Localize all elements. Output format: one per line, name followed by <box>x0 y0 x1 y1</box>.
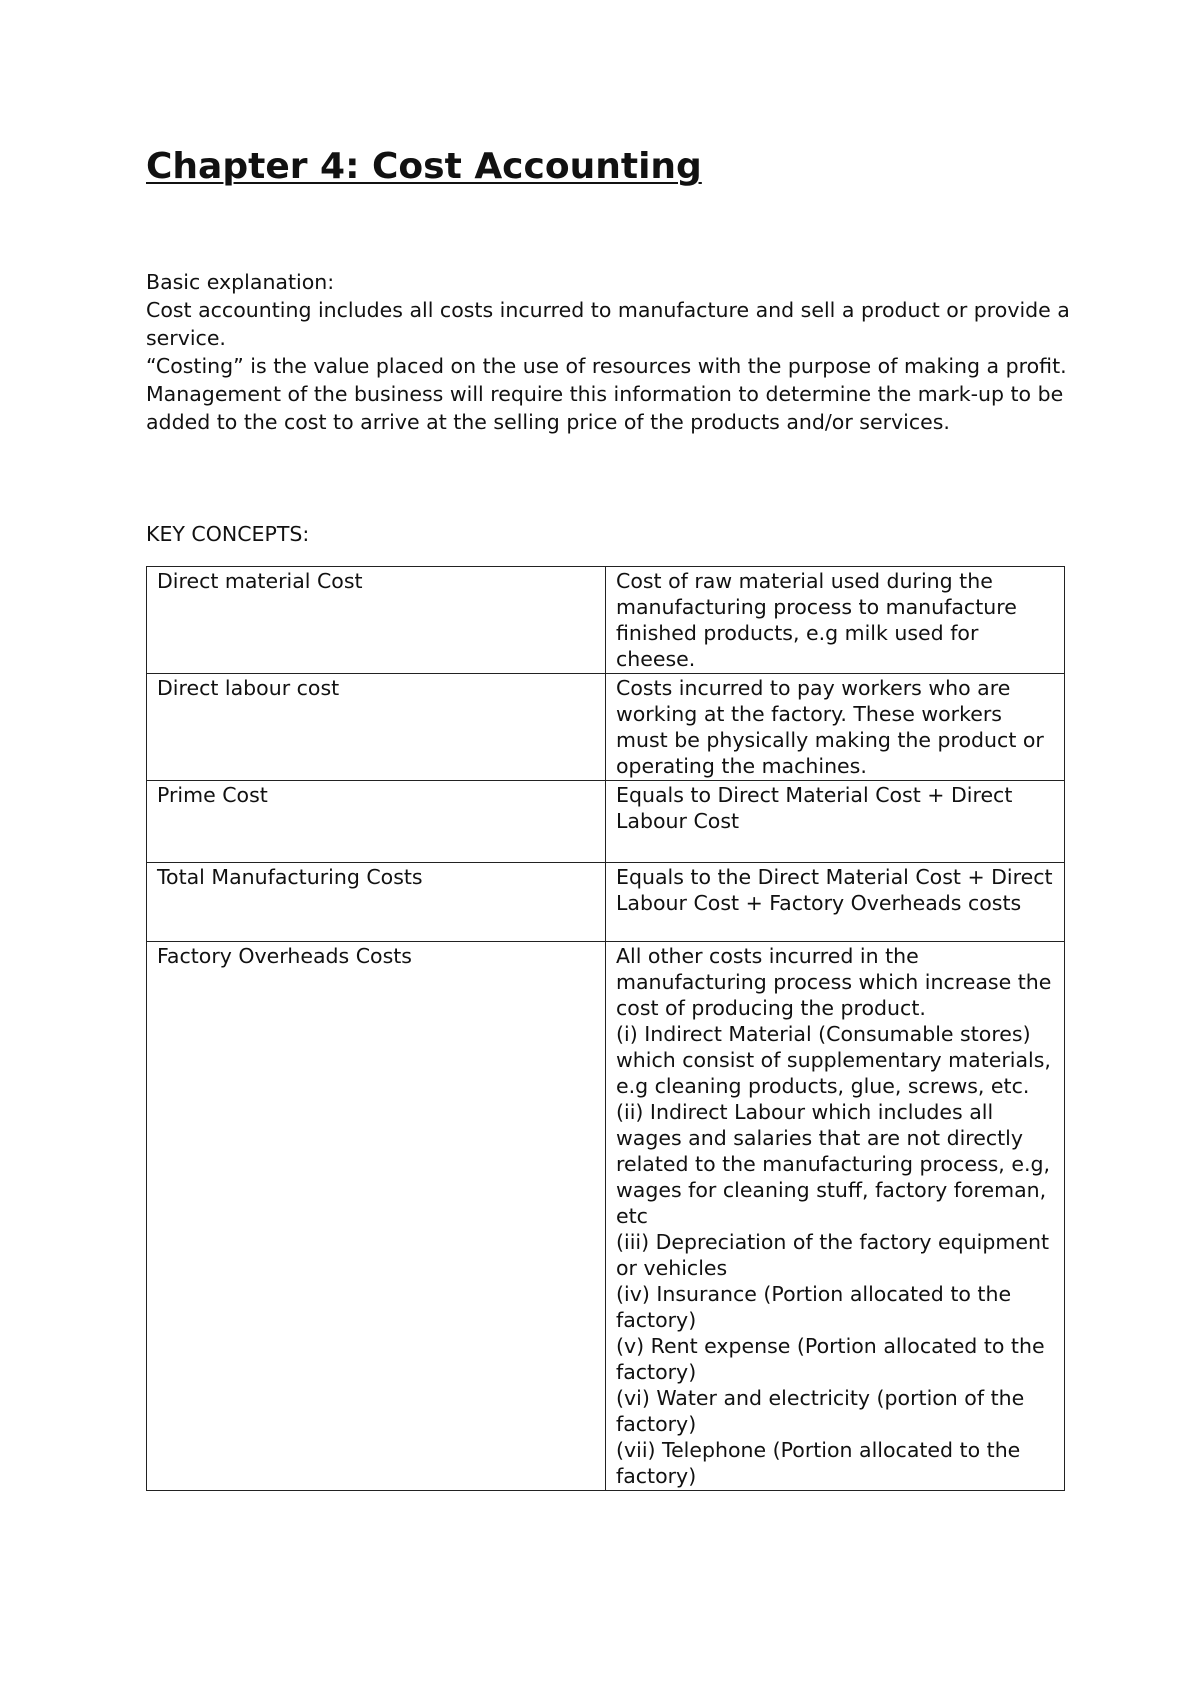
page-title: Chapter 4: Cost Accounting <box>146 146 702 187</box>
concept-term: Direct material Cost <box>147 567 606 674</box>
intro-paragraph: “Costing” is the value placed on the use of resources with the purpose of making a profit. <box>146 354 1067 378</box>
concept-term: Prime Cost <box>147 781 606 863</box>
concept-term: Total Manufacturing Costs <box>147 863 606 942</box>
intro-section <box>146 268 1076 436</box>
intro-paragraph: Cost accounting includes all costs incurred to manufacture and sell a product or provide a service. <box>146 298 1070 350</box>
definition-line: (iv) Insurance (Portion allocated to the factory) <box>616 1282 1012 1332</box>
definition-line: Equals to the Direct Material Cost + Direct Labour Cost + Factory Overheads costs <box>616 865 1053 915</box>
definition-line: All other costs incurred in the manufacturing process which increase the cost of producing the product. <box>616 944 1052 1020</box>
table-row <box>147 781 1065 863</box>
table-row <box>147 674 1065 781</box>
key-concepts-table <box>146 566 1065 1491</box>
definition-line: Cost of raw material used during the manufacturing process to manufacture finished products, e.g milk used for cheese. <box>616 569 1017 671</box>
concept-term: Direct labour cost <box>147 674 606 781</box>
definition-line: (ii) Indirect Labour which includes all wages and salaries that are not directly related to the manufacturing process, e.g, wages for cleaning stuff, factory foreman, etc <box>616 1100 1050 1228</box>
concept-term: Factory Overheads Costs <box>147 942 606 1491</box>
table-row <box>147 567 1065 674</box>
intro-paragraph: Management of the business will require this information to determine the mark-up to be added to the cost to arrive at the selling price of the products and/or services. <box>146 382 1064 434</box>
table-row <box>147 863 1065 942</box>
concept-definition <box>606 781 1065 863</box>
table-row <box>147 942 1065 1491</box>
key-concepts-label: KEY CONCEPTS: <box>146 522 310 546</box>
concept-definition <box>606 674 1065 781</box>
concept-definition <box>606 942 1065 1491</box>
definition-line: (v) Rent expense (Portion allocated to the factory) <box>616 1334 1045 1384</box>
definition-line: (vii) Telephone (Portion allocated to the factory) <box>616 1438 1021 1488</box>
concept-definition <box>606 863 1065 942</box>
definition-line: Costs incurred to pay workers who are working at the factory. These workers must be physically making the product or operating the machines. <box>616 676 1044 778</box>
definition-line: (i) Indirect Material (Consumable stores) which consist of supplementary materials, e.g cleaning products, glue, screws, etc. <box>616 1022 1051 1098</box>
concept-definition <box>606 567 1065 674</box>
definition-line: (iii) Depreciation of the factory equipment or vehicles <box>616 1230 1049 1280</box>
intro-paragraph: Basic explanation: <box>146 270 335 294</box>
definition-line: Equals to Direct Material Cost + Direct Labour Cost <box>616 783 1013 833</box>
definition-line: (vi) Water and electricity (portion of the factory) <box>616 1386 1025 1436</box>
